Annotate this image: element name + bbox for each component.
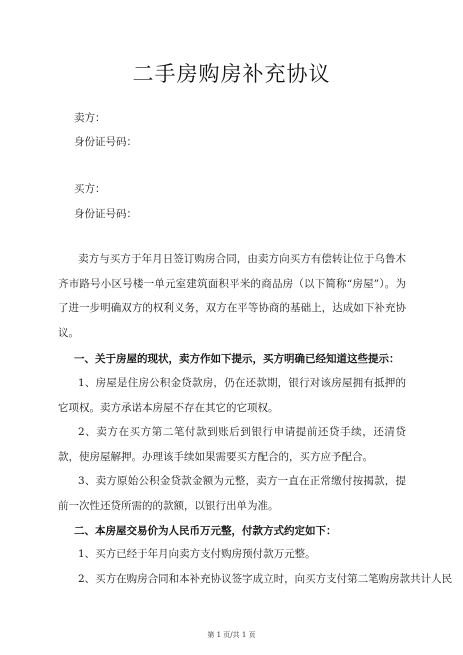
intro-text: 卖方与买方于年月日签订购房合同，由卖方向买方有偿转让位于乌鲁木齐市路号小区号楼一单元室建筑面积平米的商品房（以下简称“房屋”）。为了进一步明确双方的权利义务，双方在平等协商的基础上，达成如下补充协议。	[58, 253, 406, 339]
section1-item1-text: 1、房屋是住房公积金贷款房，仍在还款期，银行对该房屋拥有抵押的它项权。卖方承诺本房屋不存在其它的它项权。	[58, 377, 406, 414]
section1-item2	[58, 420, 406, 469]
section1-item3-text: 3、卖方原始公积金贷款金额为元整，卖方一直在正常缴付按揭款，提前一次性还贷所需的的款额，以银行出单为准。	[58, 475, 406, 512]
intro-paragraph	[58, 247, 406, 345]
section1-item2-text: 2、卖方在买方第二笔付款到账后到银行申请提前还贷手续，还清贷款，使房屋解押。办理该手续如果需要买方配合的，买方应予配合。	[58, 426, 406, 463]
seller-id-label: 身份证号码：	[74, 136, 137, 148]
buyer-label: 买方：	[74, 183, 106, 195]
section2-heading: 二、本房屋交易价为人民币万元整，付款方式约定如下：	[74, 525, 337, 537]
section2-item1: 1、买方已经于年月向卖方支付购房预付款万元整。	[78, 548, 316, 560]
section1-item3	[58, 469, 406, 518]
buyer-id-label: 身份证号码：	[74, 208, 137, 220]
section2-item2: 2、买方在购房合同和本补充协议签字成立时，向买方支付第二笔购房款共计人民	[78, 573, 453, 585]
seller-label: 卖方：	[74, 112, 106, 124]
page-footer: 第 1 页/共 1 页	[207, 631, 256, 639]
section1-item1	[58, 371, 406, 420]
document-title: 二手房购房补充协议	[132, 62, 331, 86]
section1-heading: 一、关于房屋的现状，卖方作如下提示，买方明确已经知道这些提示：	[74, 353, 400, 365]
